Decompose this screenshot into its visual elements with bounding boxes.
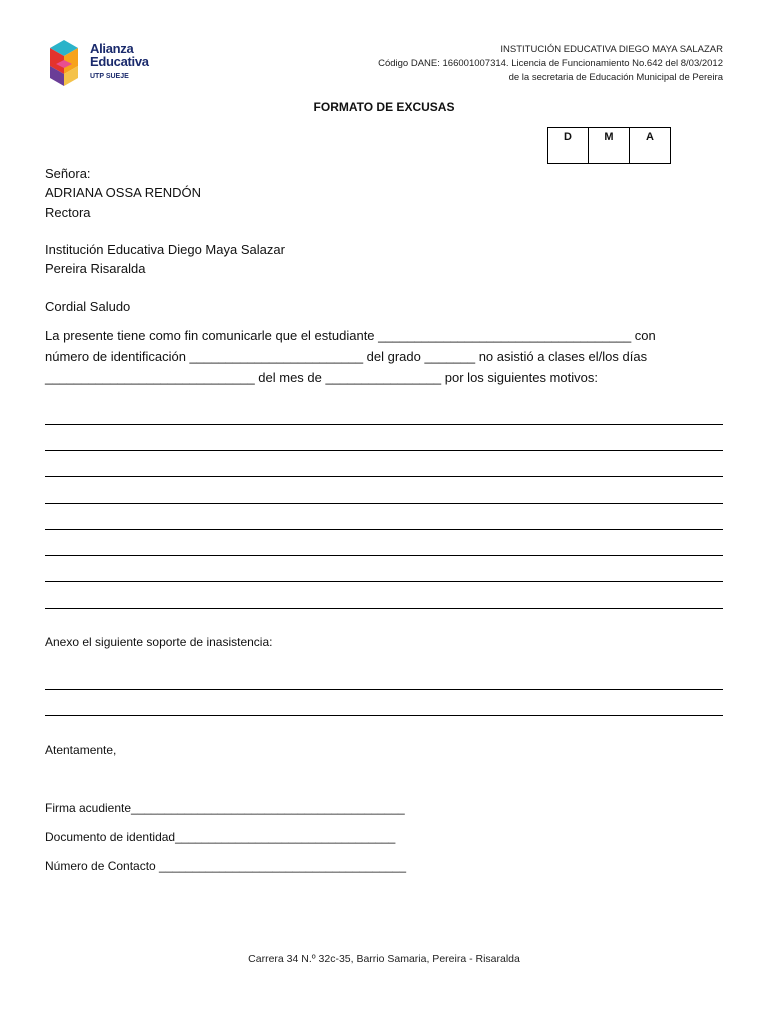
institution-name: INSTITUCIÓN EDUCATIVA DIEGO MAYA SALAZAR (500, 44, 723, 55)
institution-code: Código DANE: 166001007314. Licencia de Funcionamiento No.642 del 8/03/2012 (378, 58, 723, 69)
logo-cube-icon (46, 34, 90, 90)
annex-line[interactable] (45, 715, 723, 716)
reason-line[interactable] (45, 608, 723, 609)
reason-line[interactable] (45, 450, 723, 451)
addressee-role: Rectora (45, 205, 91, 220)
reason-line[interactable] (45, 529, 723, 530)
logo-name-line1: Alianza (90, 41, 134, 56)
footer-address: Carrera 34 N.º 32c-35, Barrio Samaria, Pereira - Risaralda (248, 953, 520, 965)
logo-name-line2: Educativa (90, 54, 149, 69)
reason-line[interactable] (45, 503, 723, 504)
addressee-city: Pereira Risaralda (45, 261, 146, 276)
annex-line[interactable] (45, 689, 723, 690)
date-day-cell[interactable]: D (548, 128, 589, 164)
reason-line[interactable] (45, 424, 723, 425)
date-year-cell[interactable]: A (630, 128, 671, 164)
institution-secretaria: de la secretaria de Educación Municipal de Pereira (508, 72, 723, 83)
salutation-to: Señora: (45, 166, 91, 181)
contact-number-field[interactable]: Número de Contacto _____________________________________ (45, 859, 406, 873)
date-month-cell[interactable]: M (589, 128, 630, 164)
id-document-field[interactable]: Documento de identidad_________________________________ (45, 830, 396, 844)
reason-line[interactable] (45, 581, 723, 582)
addressee-name: ADRIANA OSSA RENDÓN (45, 185, 202, 200)
body-line-1: La presente tiene como fin comunicarle que el estudiante ___________________________________ con (45, 328, 656, 343)
document-title: FORMATO DE EXCUSAS (313, 100, 455, 114)
body-line-3: _____________________________ del mes de ________________ por los siguientes motivos: (45, 370, 598, 385)
logo-subtitle: UTP SUEJE (90, 73, 129, 80)
date-box (547, 127, 671, 164)
body-line-2: número de identificación ________________________ del grado _______ no asistió a clases el/los días (45, 349, 648, 364)
guardian-signature-field[interactable]: Firma acudiente_________________________________________ (45, 801, 405, 815)
annex-label: Anexo el siguiente soporte de inasistencia: (45, 635, 273, 649)
closing: Atentamente, (45, 743, 117, 757)
greeting: Cordial Saludo (45, 299, 131, 314)
addressee-institution: Institución Educativa Diego Maya Salazar (45, 242, 285, 257)
reason-line[interactable] (45, 476, 723, 477)
reason-line[interactable] (45, 555, 723, 556)
